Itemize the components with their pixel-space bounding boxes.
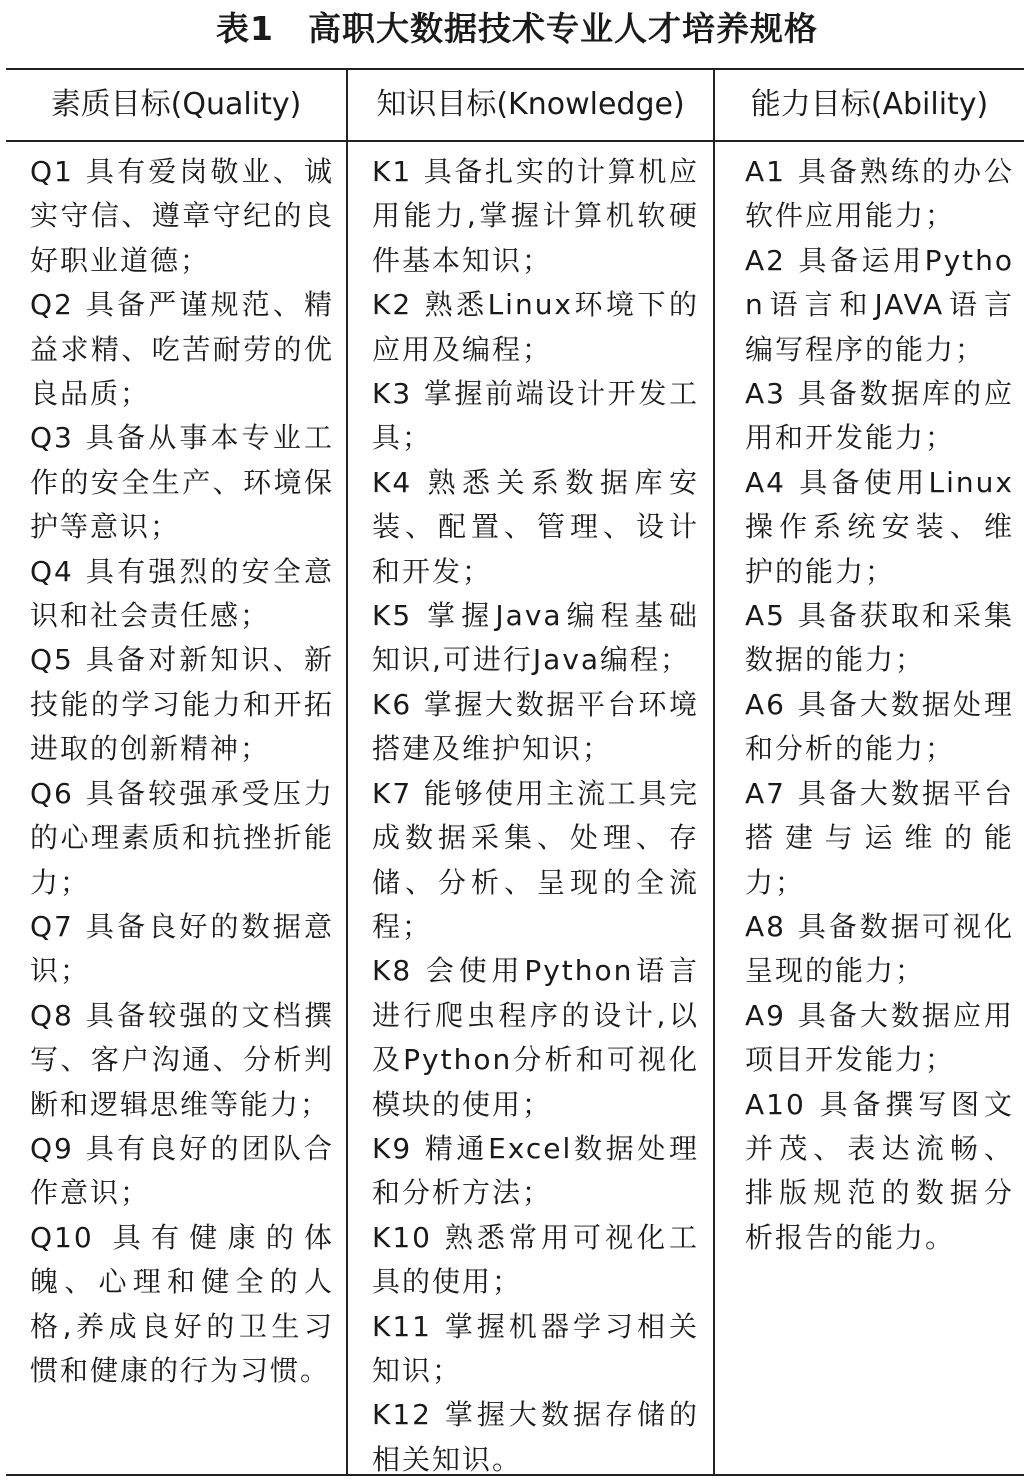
column-header-quality: 素质目标(Quality) <box>6 70 346 142</box>
ability-item-a7: A7 具备大数据平台搭建与运维的能力； <box>745 776 1014 899</box>
column-header-ability: 能力目标(Ability) <box>715 70 1024 142</box>
knowledge-item-k7: K7 能够使用主流工具完成数据采集、处理、存储、分析、呈现的全流程； <box>372 776 699 943</box>
knowledge-item-k9: K9 精通Excel数据处理和分析方法； <box>372 1131 699 1210</box>
knowledge-item-k3: K3 掌握前端设计开发工具； <box>372 377 699 455</box>
quality-item-q7: Q7 具备良好的数据意识； <box>30 909 334 988</box>
knowledge-item-k6: K6 掌握大数据平台环境搭建及维护知识； <box>372 687 699 766</box>
quality-item-q9: Q9 具有良好的团队合作意识； <box>30 1131 334 1210</box>
quality-item-q10: Q10 具有健康的体魄、心理和健全的人格,养成良好的卫生习惯和健康的行为习惯。 <box>30 1220 334 1387</box>
quality-item-q5: Q5 具备对新知识、新技能的学习能力和开拓进取的创新精神； <box>30 643 334 766</box>
column-header-knowledge: 知识目标(Knowledge) <box>348 70 713 142</box>
ability-item-a2: A2 具备运用Python语言和JAVA语言编写程序的能力； <box>745 243 1014 366</box>
ability-item-a6: A6 具备大数据处理和分析的能力； <box>745 687 1014 766</box>
knowledge-item-k4: K4 熟悉关系数据库安装、配置、管理、设计和开发； <box>372 465 699 588</box>
quality-items <box>6 150 346 1474</box>
knowledge-item-k12: K12 掌握大数据存储的相关知识。 <box>372 1398 699 1476</box>
quality-item-q4: Q4 具有强烈的安全意识和社会责任感； <box>30 554 334 633</box>
ability-items <box>715 150 1024 1474</box>
quality-item-q6: Q6 具备较强承受压力的心理素质和抗挫折能力； <box>30 776 334 899</box>
table-title: 表1 高职大数据技术专业人才培养规格 <box>216 9 818 48</box>
knowledge-item-k8: K8 会使用Python语言进行爬虫程序的设计,以及Python分析和可视化模块的使用； <box>372 954 699 1121</box>
ability-item-a4: A4 具备使用Linux操作系统安装、维护的能力； <box>745 465 1014 588</box>
ability-item-a8: A8 具备数据可视化呈现的能力； <box>745 909 1014 988</box>
quality-column <box>6 70 346 1474</box>
knowledge-items <box>348 150 713 1474</box>
ability-column <box>713 70 1024 1474</box>
ability-item-a3: A3 具备数据库的应用和开发能力； <box>745 377 1014 455</box>
quality-item-q1: Q1 具有爱岗敬业、诚实守信、遵章守纪的良好职业道德； <box>30 155 334 277</box>
ability-item-a9: A9 具备大数据应用项目开发能力； <box>745 998 1014 1077</box>
training-spec-table <box>6 68 1024 1476</box>
knowledge-item-k10: K10 熟悉常用可视化工具的使用； <box>372 1220 699 1299</box>
knowledge-item-k11: K11 掌握机器学习相关知识； <box>372 1309 699 1387</box>
ability-item-a1: A1 具备熟练的办公软件应用能力； <box>745 155 1014 233</box>
ability-item-a10: A10 具备撰写图文并茂、表达流畅、排版规范的数据分析报告的能力。 <box>745 1087 1014 1254</box>
quality-item-q8: Q8 具备较强的文档撰写、客户沟通、分析判断和逻辑思维等能力； <box>30 998 334 1121</box>
quality-item-q2: Q2 具备严谨规范、精益求精、吃苦耐劳的优良品质； <box>30 288 334 411</box>
knowledge-column <box>346 70 713 1474</box>
ability-item-a5: A5 具备获取和采集数据的能力； <box>745 599 1014 677</box>
quality-item-q3: Q3 具备从事本专业工作的安全生产、环境保护等意识； <box>30 421 334 544</box>
knowledge-item-k5: K5 掌握Java编程基础知识,可进行Java编程； <box>372 599 699 677</box>
knowledge-item-k1: K1 具备扎实的计算机应用能力,掌握计算机软硬件基本知识； <box>372 155 699 277</box>
knowledge-item-k2: K2 熟悉Linux环境下的应用及编程； <box>372 288 699 366</box>
